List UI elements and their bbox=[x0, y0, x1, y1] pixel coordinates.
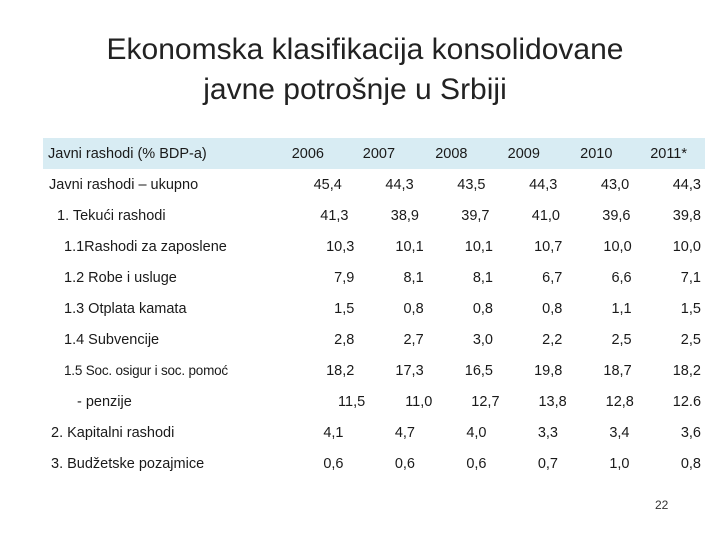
row-label: 1.1Rashodi za zaposlene bbox=[64, 238, 227, 255]
table-cell: 13,8 bbox=[538, 393, 567, 410]
row-label: 1.2 Robe i usluge bbox=[64, 269, 177, 286]
row-label: 1.5 Soc. osigur i soc. pomoć bbox=[64, 363, 228, 378]
table-cell: 10,3 bbox=[326, 238, 355, 255]
table-cell: 45,4 bbox=[313, 176, 342, 193]
table-cell: 41,0 bbox=[531, 207, 560, 224]
row-label: 1. Tekući rashodi bbox=[57, 207, 166, 224]
table-cell: 10,7 bbox=[534, 238, 563, 255]
table-cell: 7,1 bbox=[680, 269, 701, 286]
table-cell: 6,6 bbox=[611, 269, 632, 286]
table-cell: 43,0 bbox=[600, 176, 630, 193]
table-row bbox=[43, 448, 705, 479]
table-cell: 12.6 bbox=[672, 393, 702, 410]
table-row bbox=[43, 200, 705, 231]
table-cell: 0,8 bbox=[542, 300, 563, 317]
table-cell: 2,7 bbox=[403, 331, 424, 348]
table-cell: 39,7 bbox=[461, 207, 490, 224]
table-cell: 18,2 bbox=[672, 362, 701, 379]
table-cell: 4,7 bbox=[394, 424, 415, 441]
table-cell: 38,9 bbox=[390, 207, 419, 224]
table-row bbox=[43, 169, 705, 200]
expenditure-table bbox=[43, 138, 705, 479]
header-year-2008: 2008 bbox=[435, 145, 468, 162]
table-cell: 18,7 bbox=[603, 362, 632, 379]
header-year-2006: 2006 bbox=[291, 145, 324, 162]
table-cell: 10,1 bbox=[395, 238, 424, 255]
table-row bbox=[43, 386, 705, 417]
table-cell: 2,8 bbox=[334, 331, 355, 348]
row-label: 1.3 Otplata kamata bbox=[64, 300, 187, 317]
header-year-2011: 2011* bbox=[650, 145, 688, 162]
table-row bbox=[43, 262, 705, 293]
table-cell: 43,5 bbox=[457, 176, 486, 193]
table-cell: 7,9 bbox=[334, 269, 355, 286]
table-cell: 3,6 bbox=[680, 424, 701, 441]
table-cell: 3,0 bbox=[472, 331, 493, 348]
table-cell: 11,0 bbox=[405, 393, 433, 410]
table-cell: 16,5 bbox=[464, 362, 493, 379]
table-cell: 11,5 bbox=[338, 393, 366, 410]
header-year-2009: 2009 bbox=[507, 145, 540, 162]
table-row bbox=[43, 231, 705, 262]
table-cell: 4,1 bbox=[323, 424, 344, 441]
table-cell: 2,5 bbox=[680, 331, 701, 348]
table-cell: 0,6 bbox=[466, 455, 487, 472]
table-cell: 0,7 bbox=[537, 455, 558, 472]
table-cell: 2,2 bbox=[542, 331, 563, 348]
table-cell: 44,3 bbox=[529, 176, 558, 193]
table-cell: 1,5 bbox=[680, 300, 701, 317]
table-cell: 8,1 bbox=[403, 269, 424, 286]
row-label: Javni rashodi – ukupno bbox=[49, 176, 199, 193]
table-cell: 19,8 bbox=[534, 362, 563, 379]
table-cell: 17,3 bbox=[395, 362, 424, 379]
table-cell: 4,0 bbox=[466, 424, 487, 441]
table-row bbox=[43, 324, 705, 355]
table-cell: 10,0 bbox=[672, 238, 701, 255]
table-cell: 10,0 bbox=[603, 238, 632, 255]
table-cell: 1,5 bbox=[334, 300, 355, 317]
slide-title bbox=[0, 30, 720, 110]
table-cell: 3,4 bbox=[609, 424, 630, 441]
slide-title-line-2: javne potrošnje u Srbiji bbox=[203, 73, 507, 106]
slide-title-line-1: Ekonomska klasifikacija konsolidovane bbox=[106, 33, 624, 66]
table-cell: 12,7 bbox=[471, 393, 500, 410]
table-cell: 6,7 bbox=[542, 269, 563, 286]
table-cell: 2,5 bbox=[611, 331, 632, 348]
table-cell: 8,1 bbox=[472, 269, 493, 286]
table-cell: 0,6 bbox=[323, 455, 344, 472]
table-header-row bbox=[43, 138, 705, 169]
table-cell: 0,6 bbox=[394, 455, 415, 472]
header-year-2007: 2007 bbox=[362, 145, 396, 162]
row-label: - penzije bbox=[77, 393, 132, 410]
header-year-2010: 2010 bbox=[580, 145, 613, 162]
row-label: 2. Kapitalni rashodi bbox=[51, 424, 175, 441]
table-cell: 39,6 bbox=[602, 207, 631, 224]
table-cell: 3,3 bbox=[537, 424, 558, 441]
table-cell: 39,8 bbox=[672, 207, 701, 224]
table-cell: 44,3 bbox=[672, 176, 701, 193]
table-row bbox=[43, 417, 705, 448]
row-label: 1.4 Subvencije bbox=[64, 331, 160, 348]
header-label: Javni rashodi (% BDP-a) bbox=[48, 145, 207, 162]
table-cell: 0,8 bbox=[472, 300, 493, 317]
table-row bbox=[43, 293, 705, 324]
page-number: 22 bbox=[655, 498, 669, 512]
table-cell: 12,8 bbox=[605, 393, 634, 410]
table-cell: 41,3 bbox=[320, 207, 349, 224]
table-row bbox=[43, 355, 705, 386]
row-label: 3. Budžetske pozajmice bbox=[51, 455, 205, 472]
table-cell: 0,8 bbox=[680, 455, 701, 472]
table-cell: 1,1 bbox=[611, 300, 632, 317]
table-cell: 18,2 bbox=[326, 362, 355, 379]
table-cell: 44,3 bbox=[385, 176, 414, 193]
table-cell: 0,8 bbox=[403, 300, 424, 317]
table-cell: 1,0 bbox=[609, 455, 630, 472]
table-cell: 10,1 bbox=[464, 238, 493, 255]
